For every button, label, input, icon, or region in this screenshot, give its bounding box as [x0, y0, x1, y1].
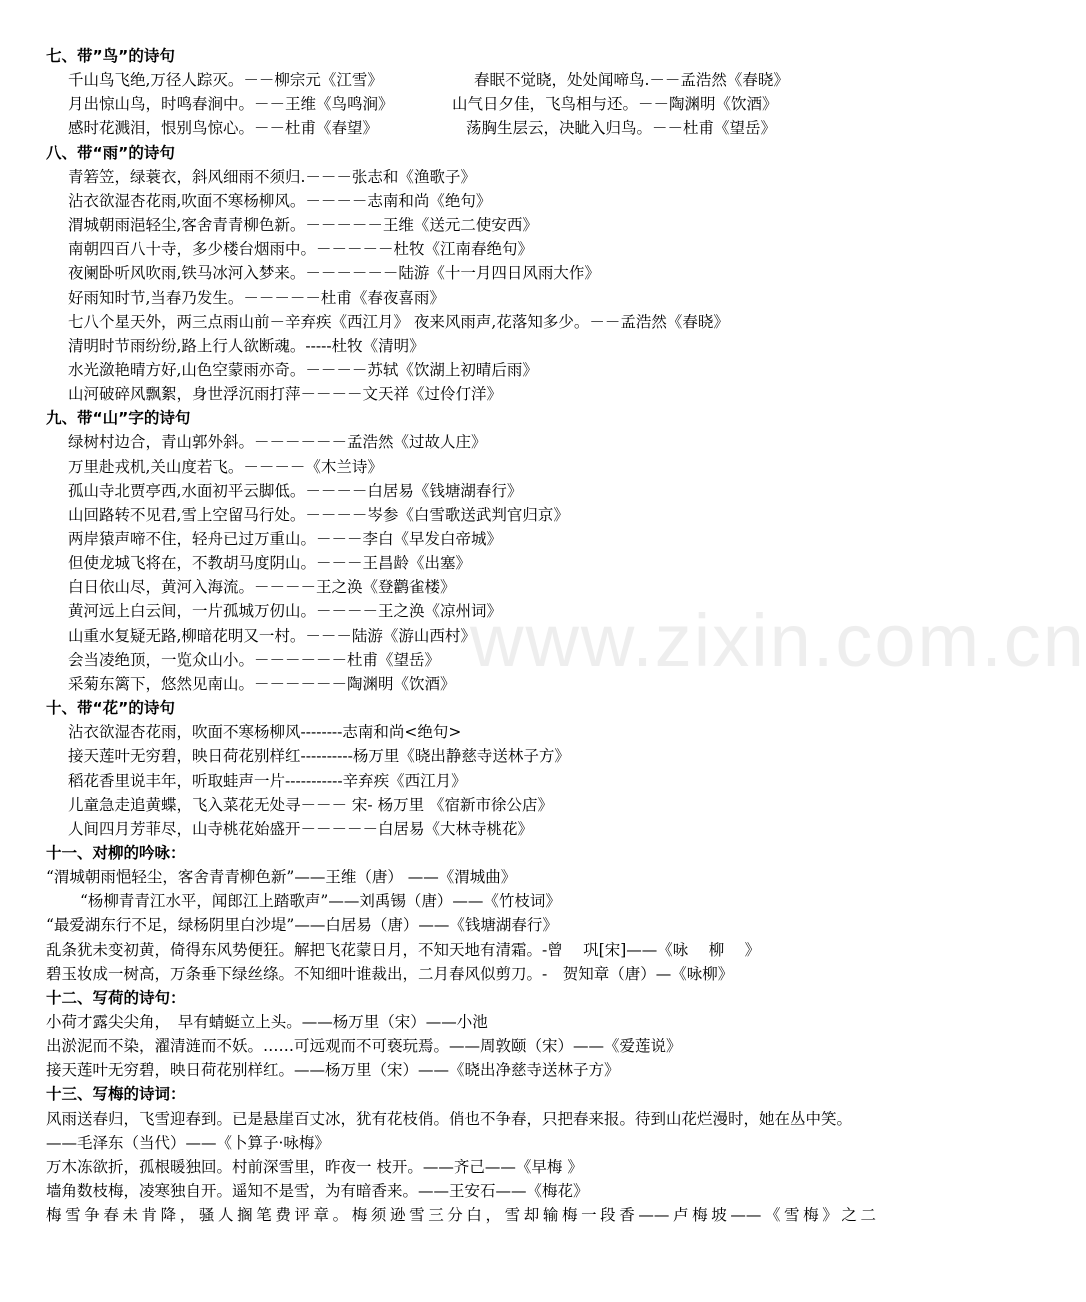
line-text: 渭城朝雨浥轻尘,客舍青青柳色新。－－－－－王维《送元二使安西》 — [68, 216, 538, 235]
line-text: 小荷才露尖尖角， 早有蜻蜓立上头。——杨万里（宋）——小池 — [46, 1013, 488, 1031]
poem-line — [0, 527, 920, 551]
poem-line — [0, 648, 920, 672]
line-text: 月出惊山鸟，时鸣春涧中。－－王维《鸟鸣涧》 — [68, 95, 394, 114]
line-text: ——毛泽东（当代）——《卜算子·咏梅》 — [46, 1133, 330, 1152]
poem-line — [0, 165, 920, 189]
poem-line — [0, 551, 920, 575]
poem-line — [0, 672, 920, 696]
poem-line — [0, 358, 920, 382]
poem-line — [0, 575, 920, 599]
poem-line — [0, 1010, 920, 1034]
line-text: 水光潋艳晴方好,山色空蒙雨亦奇。－－－－苏轼《饮湖上初晴后雨》 — [68, 360, 538, 379]
poem-line — [0, 865, 920, 889]
heading-text: 八、带“雨”的诗句 — [46, 143, 175, 162]
line-text: 青箬笠，绿蓑衣，斜风细雨不须归.－－－张志和《渔歌子》 — [68, 167, 476, 186]
poem-line — [0, 889, 920, 913]
line-text: 采菊东篱下，悠然见南山。－－－－－－陶渊明《饮酒》 — [68, 674, 456, 693]
poem-line — [0, 1155, 920, 1179]
line-text: 清明时节雨纷纷,路上行人欲断魂。-----杜牧《清明》 — [68, 336, 425, 355]
poem-line — [0, 261, 920, 285]
poem-line — [0, 769, 920, 793]
line-text: 山回路转不见君,雪上空留马行处。－－－－岑参《白雪歌送武判官归京》 — [68, 505, 569, 524]
line-text: 绿树村边合，青山郭外斜。－－－－－－孟浩然《过故人庄》 — [68, 433, 487, 452]
line-text: 接天莲叶无穷碧，映日荷花别样红----------杨万里《晓出静慈寺送林子方》 — [68, 747, 570, 766]
line-text: 会当凌绝顶，一览众山小。－－－－－－杜甫《望岳》 — [68, 650, 441, 669]
poem-line — [0, 237, 920, 261]
line-text: 接天莲叶无穷碧，映日荷花别样红。——杨万里（宋）——《晓出净慈寺送林子方》 — [46, 1061, 620, 1080]
poem-line — [0, 913, 920, 937]
heading-text: 十、带“花”的诗句 — [46, 699, 175, 718]
line-text-right: 荡胸生层云，决眦入归鸟。－－杜甫《望岳》 — [466, 119, 777, 138]
line-text: 风雨送春归，飞雪迎春到。已是悬崖百丈冰，犹有花枝俏。俏也不争春，只把春来报。待到山花烂漫时，她在丛中笑。 — [46, 1109, 853, 1128]
section-heading — [0, 141, 920, 165]
poem-line — [0, 479, 920, 503]
poem-line — [0, 793, 920, 817]
line-text: 沾衣欲湿杏花雨，吹面不寒杨柳风--------志南和尚<绝句> — [68, 723, 462, 742]
poem-line — [0, 68, 920, 92]
line-text: 儿童急走追黄蝶，飞入菜花无处寻－－－ 宋- 杨万里 《宿新市徐公店》 — [68, 795, 554, 814]
poem-line — [0, 744, 920, 768]
line-text: 千山鸟飞绝,万径人踪灭。－－柳宗元《江雪》 — [68, 71, 383, 90]
poem-line — [0, 213, 920, 237]
line-text: 万木冻欲折，孤根暖独回。村前深雪里，昨夜一 枝开。——齐己——《早梅 》 — [46, 1157, 583, 1176]
line-text: 南朝四百八十寺，多少楼台烟雨中。－－－－－杜牧《江南春绝句》 — [68, 240, 534, 259]
poem-line — [0, 624, 920, 648]
poem-line — [0, 1107, 920, 1131]
line-text: 黄河远上白云间，一片孤城万仞山。－－－－王之涣《凉州词》 — [68, 602, 503, 621]
line-text: 碧玉妆成一树高，万条垂下绿丝绦。不知细叶谁裁出，二月春风似剪刀。- 贺知章（唐）—《咏柳》 — [46, 964, 734, 983]
line-text: 梅雪争春未肯降，骚人搁笔费评章。梅须逊雪三分白，雪却输梅一段香——卢梅坡——《雪梅》之二 — [46, 1206, 876, 1225]
poem-line — [0, 189, 920, 213]
line-text: 山河破碎风飘絮，身世浮沉雨打萍－－－－文天祥《过伶仃洋》 — [68, 385, 503, 404]
poem-line — [0, 310, 920, 334]
line-text: 稻花香里说丰年，听取蛙声一片-----------辛弃疾《西江月》 — [68, 771, 467, 790]
line-text: 人间四月芳菲尽，山寺桃花始盛开－－－－－白居易《大林寺桃花》 — [68, 819, 534, 838]
line-text: 沾衣欲湿杏花雨,吹面不寒杨柳风。－－－－志南和尚《绝句》 — [68, 191, 492, 210]
line-text: 万里赴戎机,关山度若飞。－－－－《木兰诗》 — [68, 457, 383, 476]
heading-text: 九、带“山”字的诗句 — [46, 409, 191, 428]
poem-line — [0, 92, 920, 116]
poem-line — [0, 286, 920, 310]
line-text: “最爱湖东行不足，绿杨阴里白沙堤”——白居易（唐）——《钱塘湖春行》 — [46, 916, 558, 935]
line-text: 孤山寺北贾亭西,水面初平云脚低。－－－－白居易《钱塘湖春行》 — [68, 481, 523, 500]
line-text: 感时花溅泪，恨别鸟惊心。－－杜甫《春望》 — [68, 119, 379, 138]
section-heading — [0, 44, 920, 68]
poem-line — [0, 817, 920, 841]
poem-line — [0, 1179, 920, 1203]
heading-text: 十二、写荷的诗句： — [46, 988, 186, 1007]
poem-line — [0, 1131, 920, 1155]
poem-line — [0, 334, 920, 358]
line-text: 乱条犹未变初黄，倚得东风势便狂。解把飞花蒙日月，不知天地有清霜。-曾 巩[宋]——《咏 柳 》 — [46, 940, 761, 959]
line-text: 出淤泥而不染，濯清涟而不妖。……可远观而不可亵玩焉。——周敦颐（宋）——《爱莲说》 — [46, 1037, 682, 1056]
line-text: 夜阑卧听风吹雨,铁马冰河入梦来。－－－－－－陆游《十一月四日风雨大作》 — [68, 264, 600, 283]
line-text-right: 春眠不觉晓，处处闻啼鸟.－－孟浩然《春晓》 — [474, 71, 789, 90]
section-heading — [0, 406, 920, 430]
heading-text: 七、带”鸟”的诗句 — [46, 47, 175, 65]
line-text-right: 山气日夕佳，飞鸟相与还。－－陶渊明《饮酒》 — [452, 95, 778, 114]
poem-line — [0, 720, 920, 744]
line-text: 两岸猿声啼不住，轻舟已过万重山。－－－李白《早发白帝城》 — [68, 530, 503, 548]
poem-line — [0, 599, 920, 623]
poem-line — [0, 1203, 920, 1227]
section-heading — [0, 986, 920, 1010]
section-heading — [0, 841, 920, 865]
section-heading — [0, 696, 920, 720]
poem-line — [0, 1034, 920, 1058]
poem-line — [0, 116, 920, 140]
poem-line — [0, 382, 920, 406]
poem-line — [0, 503, 920, 527]
poem-line — [0, 430, 920, 454]
line-text: 山重水复疑无路,柳暗花明又一村。－－－陆游《游山西村》 — [68, 626, 476, 645]
section-heading — [0, 1082, 920, 1106]
line-text: “渭城朝雨悒轻尘，客舍青青柳色新”——王维（唐） ——《渭城曲》 — [46, 868, 517, 887]
line-text: 好雨知时节,当春乃发生。－－－－－杜甫《春夜喜雨》 — [68, 288, 445, 307]
line-text: 白日依山尽，黄河入海流。－－－－王之涣《登鹳雀楼》 — [68, 578, 456, 597]
poem-line — [0, 962, 920, 986]
line-text: 七八个星天外，两三点雨山前－辛弃疾《西江月》 夜来风雨声,花落知多少。－－孟浩然《春晓》 — [68, 312, 729, 331]
poem-line — [0, 455, 920, 479]
watermark: www.zixin.com.cn — [470, 599, 1086, 682]
poem-line — [0, 938, 920, 962]
poem-line — [0, 1058, 920, 1082]
line-text: 墙角数枝梅，凌寒独自开。遥知不是雪，为有暗香来。——王安石——《梅花》 — [46, 1182, 589, 1201]
heading-text: 十一、对柳的吟咏： — [46, 843, 186, 862]
line-text: 但使龙城飞将在，不教胡马度阴山。－－－王昌龄《出塞》 — [68, 554, 472, 573]
line-text: “杨柳青青江水平，闻郎江上踏歌声”——刘禹锡（唐）——《竹枝词》 — [80, 892, 561, 911]
heading-text: 十三、写梅的诗词： — [46, 1085, 186, 1104]
